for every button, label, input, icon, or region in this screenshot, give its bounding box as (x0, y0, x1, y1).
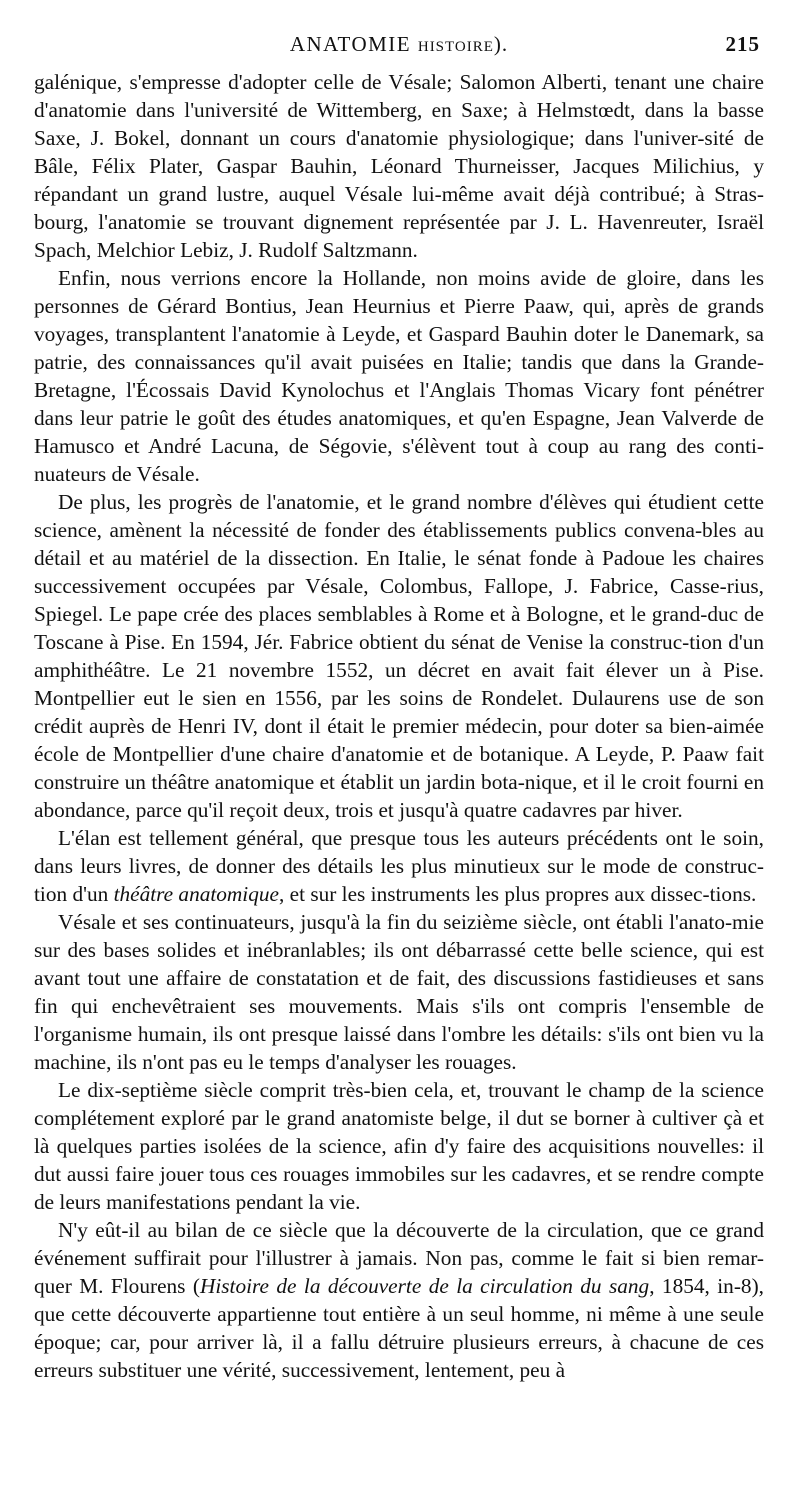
running-title-main: ANATOMIE (289, 32, 412, 56)
paragraph (34, 824, 764, 908)
paragraph-text: Le dix-septième siècle comprit très-bien cela, et, trouvant le champ de la science complétement exploré par le grand anatomiste belge, il dut se borner à cultiver çà et là quelques parties isolées de la science, afin d'y faire des acquisitions nouvelles: il dut aussi faire jouer tous ces rouages immobiles sur les cadavres, et se rendre compte de leurs manifestations pendant la vie. (34, 1078, 764, 1214)
paragraph (34, 68, 764, 264)
paragraph (34, 264, 764, 488)
italic-title: Histoire de la découverte de la circulation du sang (199, 1274, 650, 1298)
page-number: 215 (725, 32, 760, 56)
running-head (34, 28, 764, 60)
paragraph-text: Vésale et ses continuateurs, jusqu'à la fin du seizième siècle, ont établi l'anato-mie sur des bases solides et inébranlables; ils ont débarrassé cette belle science, qui est avant tout une affaire de constatation et de fait, des discussions fastidieuses et sans fin qui enchevêtraient ses mouvements. Mais s'ils ont compris l'ensemble de l'organisme humain, ils ont presque laissé dans l'ombre les détails: s'ils ont bien vu la machine, ils n'ont pas eu le temps d'analyser les rouages. (34, 910, 764, 1074)
paragraph-text: L'élan est tellement général, que presque tous les auteurs précédents ont le soin, dans leurs livres, de donner des détails les plus minutieux sur le mode de construc-tion d'un (34, 826, 764, 906)
paragraph (34, 1076, 764, 1216)
running-title-subtitle: histoire). (417, 32, 509, 56)
body-text (34, 68, 764, 1384)
paragraph (34, 488, 764, 824)
paragraph-text: , et sur les instruments les plus propres aux dissec-tions. (278, 882, 757, 906)
paragraph-text: galénique, s'empresse d'adopter celle de Vésale; Salomon Alberti, tenant une chaire d'anatomie dans l'université de Wittemberg, en Saxe; à Helmstœdt, dans la basse Saxe, J. Bokel, donnant un cours d'anatomie physiologique; dans l'univer-sité de Bâle, Félix Plater, Gaspar Bauhin, Léonard Thurneisser, Jacques Milichius, y répandant un grand lustre, auquel Vésale lui-même avait déjà contribué; à Stras-bourg, l'anatomie se trouvant dignement représentée par J. L. Havenreuter, Israël Spach, Melchior Lebiz, J. Rudolf Saltzmann. (34, 70, 764, 262)
paragraph (34, 908, 764, 1076)
book-page (34, 28, 764, 1384)
paragraph-text: N'y eût-il au bilan de ce siècle que la découverte de la circulation, que ce grand événement suffirait pour l'illustrer à jamais. Non pas, comme le fait si bien remar-quer M. Flourens ( (34, 1218, 764, 1298)
paragraph-text: Enfin, nous verrions encore la Hollande, non moins avide de gloire, dans les personnes de Gérard Bontius, Jean Heurnius et Pierre Paaw, qui, après de grands voyages, transplantent l'anatomie à Leyde, et Gaspard Bauhin doter le Danemark, sa patrie, des connaissances qu'il avait puisées en Italie; tandis que dans la Grande-Bretagne, l'Écossais David Kynolochus et l'Anglais Thomas Vicary font pénétrer dans leur patrie le goût des études anatomiques, et qu'en Espagne, Jean Valverde de Hamusco et André Lacuna, de Ségovie, s'élèvent tout à coup au rang des conti-nuateurs de Vésale. (34, 266, 764, 486)
italic-title: théâtre anatomique (113, 882, 279, 906)
paragraph-text: , 1854, in-8), que cette découverte appartienne tout entière à un seul homme, ni même à une seule époque; car, pour arriver là, il a fallu détruire plusieurs erreurs, à chacune de ces erreurs substituer une vérité, successivement, lentement, peu à (34, 1274, 764, 1382)
paragraph-text: De plus, les progrès de l'anatomie, et le grand nombre d'élèves qui étudient cette science, amènent la nécessité de fonder des établissements publics convena-bles au détail et au matériel de la dissection. En Italie, le sénat fonde à Padoue les chaires successivement occupées par Vésale, Colombus, Fallope, J. Fabrice, Casse-rius, Spiegel. Le pape crée des places semblables à Rome et à Bologne, et le grand-duc de Toscane à Pise. En 1594, Jér. Fabrice obtient du sénat de Venise la construc-tion d'un amphithéâtre. Le 21 novembre 1552, un décret en avait fait élever un à Pise. Montpellier eut le sien en 1556, par les soins de Rondelet. Dulaurens use de son crédit auprès de Henri IV, dont il était le premier médecin, pour doter sa bien-aimée école de Montpellier d'une chaire d'anatomie et de botanique. A Leyde, P. Paaw fait construire un théâtre anatomique et établit un jardin bota-nique, et il le croit fourni en abondance, parce qu'il reçoit deux, trois et jusqu'à quatre cadavres par hiver. (34, 490, 764, 822)
running-title (34, 28, 764, 60)
paragraph (34, 1216, 764, 1384)
